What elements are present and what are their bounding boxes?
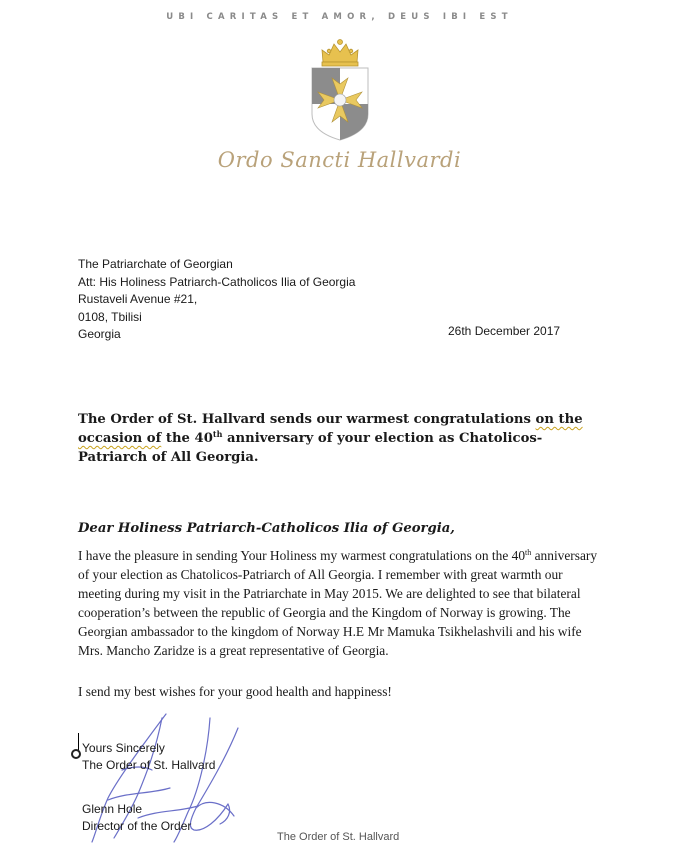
signer-block	[82, 801, 191, 835]
salutation: Dear Holiness Patriarch-Catholicos Ilia of Georgia,	[78, 521, 455, 536]
signer-title: Director of the Order	[82, 819, 192, 833]
order-crest-logo	[305, 36, 375, 142]
headline-text: the 40	[161, 431, 213, 446]
headline-text: The Order of St. Hallvard sends our warmest congratulations	[78, 412, 536, 427]
recipient-line: Rustaveli Avenue #21,	[78, 292, 198, 306]
body-text: I have the pleasure in sending Your Holiness my warmest congratulations on the 40	[78, 548, 526, 563]
closing-block	[82, 740, 215, 774]
closing-line: Yours Sincerely	[82, 741, 165, 755]
superscript: th	[525, 548, 532, 557]
recipient-line: Georgia	[78, 327, 121, 341]
body-paragraph	[78, 546, 608, 661]
letter-date: 26th December 2017	[448, 324, 561, 338]
crown-icon	[322, 40, 358, 67]
body-text: anniversary of your election as Chatolicos-Patriarch of All Georgia. I remember with great warmth our meeting during my visit in the Patriarchate in May 2015. We are delighted to see that bilateral cooperation’s between the republic of Georgia and the Kingdom of Norway is growing. The Georgian ambassador to the kingdom of Norway H.E Mr Mamuka Tsikhelashvili and his wife Mrs. Mancho Zaridze is a great representative of Georgia.	[78, 548, 598, 659]
recipient-address	[78, 256, 355, 344]
headline	[78, 410, 608, 467]
page-footer: The Order of St. Hallvard	[277, 831, 400, 843]
order-name-script: Ordo Sancti Hallvardi	[217, 148, 462, 172]
closing-line: The Order of St. Hallvard	[82, 758, 216, 772]
headline-text: anniversary of your election as Chatolicos-Patriarch of All Georgia.	[78, 431, 543, 465]
signer-name: Glenn Hole	[82, 802, 143, 816]
recipient-line: 0108, Tbilisi	[78, 309, 142, 324]
grammar-flag[interactable]: on the occasion of	[78, 412, 583, 446]
recipient-line: The Patriarchate of Georgian	[78, 257, 233, 271]
letterhead-motto: UBI CARITAS ET AMOR, DEUS IBI EST	[166, 12, 513, 22]
recipient-line: Att: His Holiness Patriarch-Catholicos Ilia of Georgia	[78, 274, 356, 289]
superscript: th	[212, 429, 223, 439]
wishes-line: I send my best wishes for your good health and happiness!	[78, 684, 392, 699]
text-cursor	[78, 733, 79, 751]
image-anchor-handle[interactable]	[71, 749, 81, 759]
